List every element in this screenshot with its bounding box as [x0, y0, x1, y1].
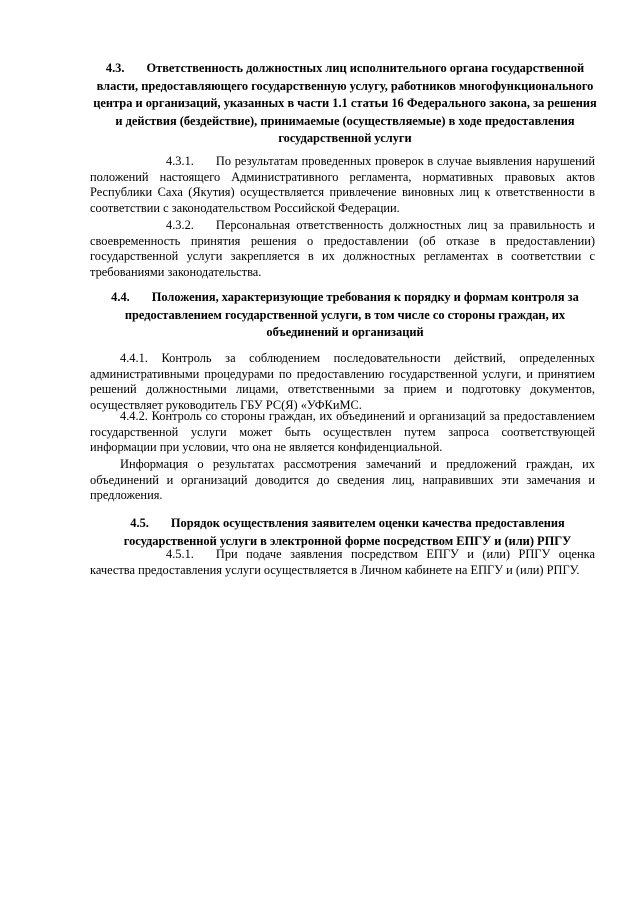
paragraph-number: 4.5.1. — [166, 547, 194, 561]
paragraph-4-4-2: 4.4.2. Контроль со стороны граждан, их объединений и организаций за предоставлением государственной услуги может быть осуществлен путем запроса соответствующей информации при условии, что она не является конфиденциальной. — [90, 409, 595, 455]
section-heading-4-4 — [95, 289, 595, 342]
paragraph-4-3-2 — [90, 218, 595, 280]
section-number: 4.5. — [130, 516, 149, 530]
section-number: 4.3. — [105, 61, 125, 75]
paragraph-4-3-1 — [90, 154, 595, 216]
section-title: Положения, характеризующие требования к порядку и формам контроля за предоставлением государственной услуги, в том числе со стороны граждан, их объединений и организаций — [124, 290, 579, 340]
paragraph-4-4-info: Информация о результатах рассмотрения замечаний и предложений граждан, их объединений и организаций доводится до сведения лиц, направивших эти замечания и предложения. — [90, 457, 595, 503]
paragraph-number: 4.3.2. — [166, 218, 194, 232]
paragraph-text: По результатам проведенных проверок в случае выявления нарушений положений настоящего Административного регламента, нормативных правовых актов Республики Саха (Якутия) осуществляется привлечение виновных лиц к ответственности в соответствии с законодательством Российской Федерации. — [90, 154, 595, 215]
paragraph-4-4-1: 4.4.1. Контроль за соблюдением последовательности действий, определенных административными процедурами по предоставлению государственной услуги, и принятием решений должностными лицами, ответственными за прием и подготовку документов, осуществляет руководитель ГБУ РС(Я) «УФКиМС. — [90, 351, 595, 412]
section-heading-4-5 — [100, 515, 595, 550]
paragraph-text: При подаче заявления посредством ЕПГУ и (или) РПГУ оценка качества предоставления услуги осуществляется в Личном кабинете на ЕПГУ и (или) РПГУ. — [90, 547, 595, 577]
paragraph-4-5-1 — [90, 547, 595, 578]
section-title: Ответственность должностных лиц исполнительного органа государственной власти, предоставляющего государственную услугу, работников многофункционального центра и организаций, указанных в части 1.1 статьи 16 Федерального закона, за решения и действия (бездействие), принимаемые (осуществляемые) в ходе предоставления государственной услуги — [93, 61, 597, 146]
section-title: Порядок осуществления заявителем оценки качества предоставления государственной услуги в электронной форме посредством ЕПГУ и (или) РПГУ — [123, 516, 572, 548]
paragraph-text: Персональная ответственность должностных лиц за правильность и своевременность принятия решения о предоставлении (об отказе в предоставлении) государственной услуги закрепляется в их должностных регламентах в соответствии с требованиями законодательства. — [90, 218, 595, 279]
paragraph-number: 4.3.1. — [166, 154, 194, 168]
section-number: 4.4. — [111, 290, 130, 304]
section-heading-4-3 — [90, 60, 600, 148]
